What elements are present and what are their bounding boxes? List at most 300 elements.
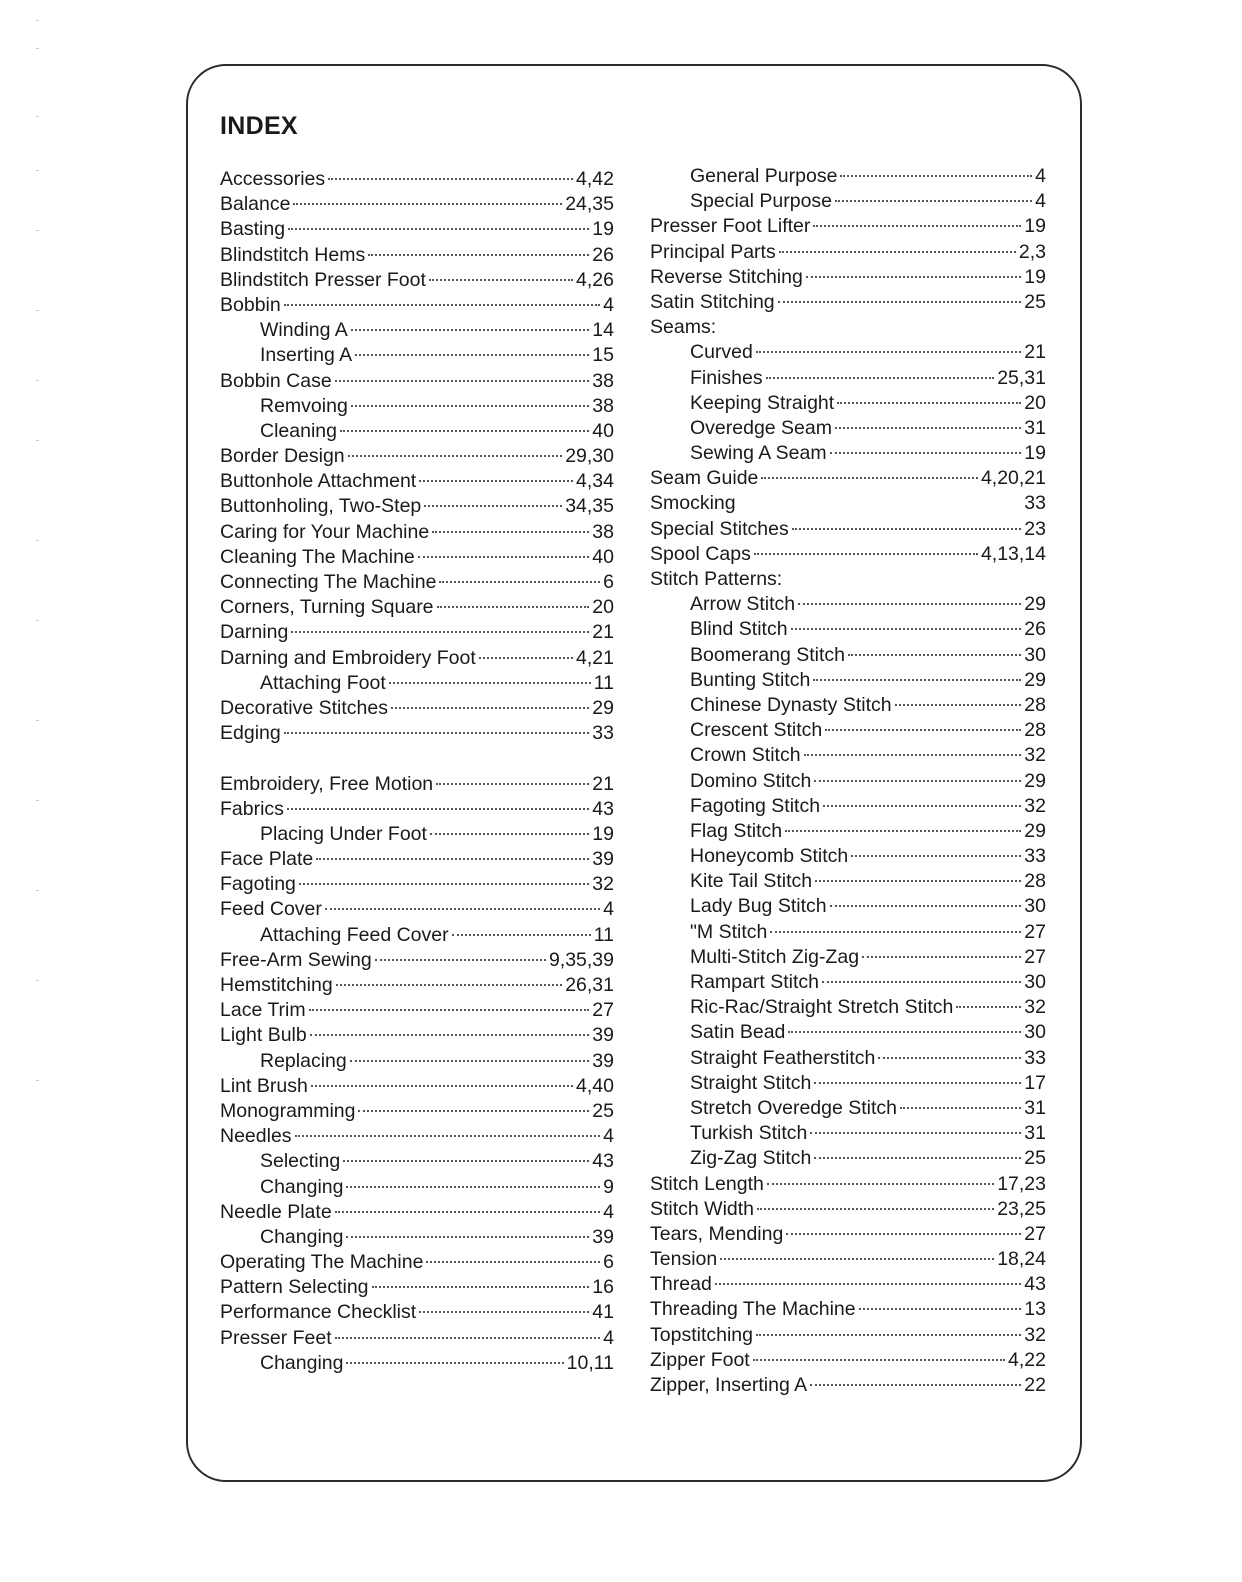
index-entry <box>220 897 614 922</box>
dot-leader <box>335 1337 601 1339</box>
dot-leader <box>835 200 1032 202</box>
index-entry <box>220 545 614 570</box>
index-subentry <box>220 419 614 444</box>
index-term: Selecting <box>260 1150 341 1173</box>
dot-leader <box>810 1384 1021 1386</box>
index-term: Blindstitch Hems <box>220 243 366 266</box>
index-subentry <box>650 769 1046 794</box>
index-page-numbers: 19 <box>1024 215 1046 238</box>
dot-leader <box>368 254 589 256</box>
index-term: Darning <box>220 621 289 644</box>
index-entry <box>220 973 614 998</box>
dot-leader <box>767 1183 994 1185</box>
index-page-numbers: 4 <box>603 293 614 316</box>
dot-leader <box>815 880 1021 882</box>
dot-leader <box>310 1034 590 1036</box>
index-page-numbers: 32 <box>1024 744 1046 767</box>
dot-leader <box>851 855 1021 857</box>
index-page-numbers: 38 <box>592 394 614 417</box>
dot-leader <box>346 1362 563 1364</box>
dot-leader <box>346 1186 600 1188</box>
index-term: Embroidery, Free Motion <box>220 772 434 795</box>
dot-leader <box>878 1057 1021 1059</box>
index-term: Cleaning <box>260 419 337 442</box>
index-entry <box>650 315 1046 340</box>
index-spacer <box>220 746 614 771</box>
index-page-numbers: 26 <box>1024 618 1046 641</box>
index-page-numbers: 30 <box>1024 895 1046 918</box>
index-term: Straight Stitch <box>690 1071 812 1094</box>
dot-leader <box>785 830 1021 832</box>
index-term: Principal Parts <box>650 240 776 263</box>
binding-margin-marks <box>30 20 70 1120</box>
index-page-numbers: 29 <box>1024 668 1046 691</box>
dot-leader <box>351 405 590 407</box>
dot-leader <box>756 351 1021 353</box>
index-term: Topstitching <box>650 1323 753 1346</box>
dot-leader <box>788 1031 1021 1033</box>
index-subentry <box>650 189 1046 214</box>
dot-leader <box>389 682 591 684</box>
index-page-numbers: 33 <box>1024 1046 1046 1069</box>
dot-leader <box>830 905 1022 907</box>
dot-leader <box>791 628 1022 630</box>
dot-leader <box>814 1082 1021 1084</box>
index-term: Sewing A Seam <box>690 442 827 465</box>
index-page-numbers: 11 <box>593 671 614 694</box>
index-term: Hemstitching <box>220 974 333 996</box>
dot-leader <box>375 959 546 961</box>
dot-leader <box>806 276 1021 278</box>
dot-leader <box>351 329 589 331</box>
index-term: Presser Feet <box>220 1326 332 1349</box>
index-page-numbers: 28 <box>1024 693 1046 716</box>
dot-leader <box>429 279 573 281</box>
index-page-numbers: 17 <box>1024 1071 1046 1094</box>
index-page-numbers: 40 <box>592 419 614 442</box>
index-page-numbers: 39 <box>592 1225 614 1248</box>
index-term: Cleaning The Machine <box>220 545 415 568</box>
index-term: Fabrics <box>220 797 284 820</box>
index-page-numbers: 4 <box>603 1125 614 1148</box>
index-entry <box>650 1222 1046 1247</box>
index-term: Stitch Width <box>650 1197 755 1220</box>
index-entry <box>650 265 1046 290</box>
index-term: Overedge Seam <box>690 416 832 439</box>
index-subentry <box>650 1121 1046 1146</box>
index-page-numbers: 32 <box>1024 794 1046 817</box>
index-page-numbers: 29 <box>1024 769 1046 792</box>
index-term: Replacing <box>260 1049 347 1072</box>
dot-leader <box>293 203 562 205</box>
dot-leader <box>862 956 1021 958</box>
index-entry <box>220 772 614 797</box>
index-term: Attaching Foot <box>260 671 386 694</box>
dot-leader <box>311 1085 573 1087</box>
dot-leader <box>804 754 1022 756</box>
index-term: Changing <box>260 1351 344 1374</box>
index-entry <box>220 1099 614 1124</box>
index-entry <box>220 217 614 242</box>
dot-leader <box>391 707 589 709</box>
index-page-numbers: 32 <box>592 873 614 896</box>
index-term: Changing <box>260 1225 344 1248</box>
index-page-numbers: 4 <box>603 898 614 921</box>
index-entry <box>220 167 614 192</box>
index-entry <box>220 1124 614 1149</box>
index-term: Flag Stitch <box>690 819 783 842</box>
index-term: Lady Bug Stitch <box>690 895 827 918</box>
index-subentry <box>650 668 1046 693</box>
index-term: "M Stitch <box>690 920 768 943</box>
index-subentry <box>650 970 1046 995</box>
index-page-numbers: 28 <box>1024 870 1046 893</box>
dot-leader <box>430 833 589 835</box>
index-subentry <box>650 794 1046 819</box>
dot-leader <box>848 654 1021 656</box>
index-subentry <box>650 391 1046 416</box>
index-entry <box>220 520 614 545</box>
index-subentry <box>650 743 1046 768</box>
index-term: Keeping Straight <box>690 391 835 414</box>
index-entry <box>220 1300 614 1325</box>
index-page-numbers: 29 <box>1024 593 1046 616</box>
index-term: Curved <box>690 341 753 364</box>
dot-leader <box>426 1261 600 1263</box>
index-subentry <box>650 718 1046 743</box>
dot-leader <box>813 225 1021 227</box>
index-entry <box>220 998 614 1023</box>
index-term: Corners, Turning Square <box>220 596 434 619</box>
dot-leader <box>372 1286 590 1288</box>
index-page-numbers: 26 <box>592 243 614 266</box>
index-entry <box>650 1323 1046 1348</box>
dot-leader <box>720 1258 994 1260</box>
index-page-numbers: 39 <box>592 1024 614 1047</box>
dot-leader <box>325 908 600 910</box>
index-subentry <box>650 869 1046 894</box>
index-subentry <box>650 416 1046 441</box>
index-page-numbers: 20 <box>1024 391 1046 414</box>
dot-leader <box>335 380 590 382</box>
index-term: Darning and Embroidery Foot <box>220 646 476 669</box>
index-term: Fagoting <box>220 873 296 896</box>
index-subentry <box>650 1071 1046 1096</box>
index-entry <box>650 567 1046 592</box>
dot-leader <box>343 1160 589 1162</box>
index-term: Bunting Stitch <box>690 668 811 691</box>
index-term: Needles <box>220 1125 292 1148</box>
index-page-numbers: 34,35 <box>565 495 614 518</box>
index-subentry <box>650 920 1046 945</box>
index-term: Stretch Overedge Stitch <box>690 1096 898 1119</box>
dot-leader <box>754 553 978 555</box>
index-page-numbers: 4 <box>603 1200 614 1223</box>
index-term: Light Bulb <box>220 1024 307 1047</box>
index-page-numbers: 43 <box>592 797 614 820</box>
index-page-numbers: 32 <box>1024 996 1046 1019</box>
index-term: Buttonhole Attachment <box>220 470 417 493</box>
index-page-numbers: 21 <box>1024 341 1046 364</box>
index-subentry <box>220 1351 614 1376</box>
index-page-numbers: 31 <box>1024 1122 1046 1145</box>
dot-leader <box>284 732 590 734</box>
index-term: Multi-Stitch Zig-Zag <box>690 945 860 968</box>
dot-leader <box>792 528 1022 530</box>
index-term: Monogramming <box>220 1099 356 1122</box>
index-term: Zipper Foot <box>650 1348 750 1371</box>
index-term: Blind Stitch <box>690 618 788 641</box>
index-page-numbers: 4,42 <box>576 168 614 190</box>
index-entry <box>220 369 614 394</box>
dot-leader <box>328 178 573 180</box>
index-page-numbers: 11 <box>593 923 614 946</box>
index-term: Honeycomb Stitch <box>690 845 849 868</box>
index-term: Needle Plate <box>220 1200 332 1223</box>
dot-leader <box>309 1009 590 1011</box>
index-entry <box>220 797 614 822</box>
index-entry <box>220 293 614 318</box>
index-column-right <box>650 164 1046 1398</box>
index-term: Spool Caps <box>650 542 751 565</box>
index-term: Crescent Stitch <box>690 719 823 742</box>
index-subentry <box>650 894 1046 919</box>
index-term: Zig-Zag Stitch <box>690 1147 812 1170</box>
index-entry <box>220 1023 614 1048</box>
index-page-numbers: 17,23 <box>997 1172 1046 1195</box>
index-page-numbers: 33 <box>592 722 614 745</box>
index-entry <box>220 721 614 746</box>
index-subentry <box>650 366 1046 391</box>
index-page-numbers: 27 <box>1024 945 1046 968</box>
index-entry <box>650 517 1046 542</box>
index-subentry <box>220 1175 614 1200</box>
dot-leader <box>336 984 562 986</box>
index-term: Seam Guide <box>650 467 759 490</box>
index-subentry <box>650 844 1046 869</box>
dot-leader <box>316 858 589 860</box>
index-term: Feed Cover <box>220 898 322 921</box>
index-term: Smocking <box>650 492 736 515</box>
index-page-numbers: 32 <box>1024 1323 1046 1346</box>
index-term: Balance <box>220 193 291 216</box>
index-term: Pattern Selecting <box>220 1276 369 1299</box>
dot-leader <box>813 679 1021 681</box>
dot-leader <box>822 981 1021 983</box>
dot-leader <box>715 1283 1022 1285</box>
dot-leader <box>753 1359 1005 1361</box>
index-page-numbers: 25 <box>1024 1147 1046 1170</box>
index-page-numbers: 33 <box>1024 845 1046 868</box>
index-page-numbers: 19 <box>592 822 614 845</box>
index-term: Buttonholing, Two-Step <box>220 495 422 518</box>
dot-leader <box>779 251 1016 253</box>
index-entry <box>220 268 614 293</box>
index-term: Ric-Rac/Straight Stretch Stitch <box>690 996 954 1019</box>
index-page-numbers: 29,30 <box>565 445 614 468</box>
index-term: Basting <box>220 218 286 241</box>
index-subentry <box>650 1046 1046 1071</box>
index-page-numbers: 4,13,14 <box>980 542 1046 565</box>
dot-leader <box>895 704 1022 706</box>
index-page-numbers: 4,22 <box>1008 1348 1046 1371</box>
index-subentry <box>220 343 614 368</box>
dot-leader <box>900 1107 1021 1109</box>
dot-leader <box>761 477 978 479</box>
dot-leader <box>778 301 1022 303</box>
index-entry <box>650 1197 1046 1222</box>
dot-leader <box>291 631 589 633</box>
index-term: Performance Checklist <box>220 1301 417 1324</box>
index-page-numbers: 10,11 <box>566 1351 614 1374</box>
dot-leader <box>825 729 1021 731</box>
dot-leader <box>810 1132 1021 1134</box>
index-page-numbers: 4 <box>1035 165 1046 187</box>
index-term: Accessories <box>220 168 326 190</box>
index-entry <box>650 1297 1046 1322</box>
index-term: Kite Tail Stitch <box>690 870 813 893</box>
dot-leader <box>419 480 573 482</box>
index-subentry <box>220 671 614 696</box>
index-subentry <box>650 617 1046 642</box>
index-term: Special Stitches <box>650 517 789 540</box>
index-term: Connecting The Machine <box>220 571 437 593</box>
index-entry <box>650 1172 1046 1197</box>
index-subentry <box>650 1146 1046 1171</box>
index-entry <box>220 1326 614 1351</box>
index-term: Special Purpose <box>690 190 833 213</box>
index-page-numbers: 30 <box>1024 643 1046 666</box>
index-entry <box>220 620 614 645</box>
index-entry <box>220 696 614 721</box>
index-page-numbers: 31 <box>1024 416 1046 439</box>
index-term: Caring for Your Machine <box>220 520 430 543</box>
index-page-numbers: 27 <box>1024 1222 1046 1245</box>
dot-leader <box>340 430 589 432</box>
dot-leader <box>284 304 600 306</box>
index-term: Seams: <box>650 316 717 339</box>
index-term: Threading The Machine <box>650 1298 856 1321</box>
dot-leader <box>348 455 563 457</box>
index-subentry <box>650 1020 1046 1045</box>
dot-leader <box>287 808 589 810</box>
index-page-numbers: 19 <box>592 218 614 241</box>
dot-leader <box>346 1236 589 1238</box>
index-page-numbers: 19 <box>1024 442 1046 465</box>
index-page-numbers: 23,25 <box>997 1197 1046 1220</box>
dot-leader <box>479 657 573 659</box>
dot-leader <box>823 805 1021 807</box>
dot-leader <box>439 581 600 583</box>
dot-leader <box>814 780 1021 782</box>
index-page-numbers: 33 <box>1024 492 1046 515</box>
index-subentry <box>650 340 1046 365</box>
index-page-numbers: 43 <box>1024 1273 1046 1296</box>
index-page-numbers: 43 <box>592 1150 614 1173</box>
index-page-numbers: 4 <box>603 1326 614 1349</box>
index-page-numbers: 14 <box>592 319 614 342</box>
index-entry <box>650 1247 1046 1272</box>
index-page-numbers: 4,26 <box>576 268 614 291</box>
index-page-numbers: 41 <box>592 1301 614 1324</box>
index-page-numbers: 22 <box>1024 1374 1046 1396</box>
index-page-numbers: 15 <box>592 344 614 367</box>
index-subentry <box>220 394 614 419</box>
index-page-numbers: 18,24 <box>997 1248 1046 1271</box>
index-term: Turkish Stitch <box>690 1122 808 1145</box>
dot-leader <box>814 1157 1021 1159</box>
index-subentry <box>650 643 1046 668</box>
index-page-numbers: 9 <box>603 1175 614 1198</box>
index-term: Border Design <box>220 445 345 468</box>
dot-leader <box>436 783 589 785</box>
index-term: Decorative Stitches <box>220 696 388 719</box>
dot-leader <box>419 1311 589 1313</box>
dot-leader <box>350 1060 590 1062</box>
index-term: Bobbin Case <box>220 369 332 392</box>
index-page-numbers: 40 <box>592 545 614 568</box>
index-page-numbers: 27 <box>592 999 614 1022</box>
index-entry <box>650 290 1046 315</box>
index-entry <box>650 491 1046 516</box>
index-term: Stitch Patterns: <box>650 568 783 590</box>
index-page-numbers: 16 <box>592 1276 614 1299</box>
index-term: Stitch Length <box>650 1172 764 1195</box>
index-subentry <box>220 1049 614 1074</box>
index-page-numbers: 4,40 <box>576 1074 614 1097</box>
index-term: Zipper, Inserting A <box>650 1374 808 1396</box>
dot-leader <box>956 1006 1021 1008</box>
index-term: Edging <box>220 722 281 745</box>
index-subentry <box>650 693 1046 718</box>
index-term: Boomerang Stitch <box>690 643 846 666</box>
index-entry <box>220 1250 614 1275</box>
index-page-numbers: 26,31 <box>565 974 614 996</box>
index-term: Straight Featherstitch <box>690 1046 876 1069</box>
index-page-numbers: 38 <box>592 520 614 543</box>
dot-leader <box>756 1334 1021 1336</box>
dot-leader <box>424 505 562 507</box>
index-subentry <box>650 1096 1046 1121</box>
index-page-numbers: 31 <box>1024 1096 1046 1119</box>
index-term: Reverse Stitching <box>650 265 803 288</box>
index-subentry <box>220 1149 614 1174</box>
index-entry <box>650 1272 1046 1297</box>
index-page-numbers: 4,20,21 <box>980 467 1046 490</box>
index-entry <box>220 494 614 519</box>
index-entry <box>220 469 614 494</box>
index-term: Remvoing <box>260 394 348 417</box>
index-page-numbers: 20 <box>592 596 614 619</box>
index-entry <box>220 595 614 620</box>
index-term: Lint Brush <box>220 1074 308 1097</box>
index-entry <box>220 444 614 469</box>
index-page-numbers: 21 <box>592 621 614 644</box>
index-entry <box>220 872 614 897</box>
index-term: Satin Bead <box>690 1021 786 1044</box>
index-subentry <box>220 923 614 948</box>
index-page-numbers: 21 <box>592 772 614 795</box>
dot-leader <box>835 427 1021 429</box>
index-subentry <box>650 945 1046 970</box>
index-entry <box>650 466 1046 491</box>
index-entry <box>220 570 614 595</box>
index-page-numbers: 29 <box>592 696 614 719</box>
index-page-numbers: 39 <box>592 1049 614 1072</box>
index-term: Lace Trim <box>220 999 306 1022</box>
index-page-numbers: 4,21 <box>576 646 614 669</box>
index-subentry <box>650 164 1046 189</box>
